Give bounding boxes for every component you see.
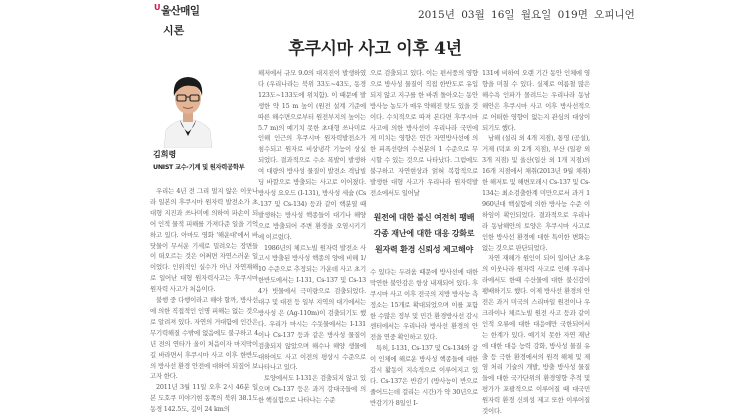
author-name: 김희령 xyxy=(153,150,177,159)
paragraph: 토양에서도 I-131은 검출되지 않고 있으며 Cs-137 등은 과거 강대국들에 의한 핵실험으로 나타나는 수준 xyxy=(258,374,366,405)
author-portrait-icon xyxy=(158,66,218,148)
pull-quote-subheading xyxy=(370,209,478,257)
paragraph: 131에 비하여 오랜 기간 동안 인체에 영향을 미칠 수 있다. 실제로 여름철 많은 해수욕 인파가 몰려드는 우리나라 동남해안은 후쿠시마 사고 이후 방사선적으로 어떠한 영향이 없는지 관심의 대상이 되기도 했다. xyxy=(482,69,590,132)
paragraph: 우리는 4년 전 그리 멀지 않은 이웃나라 일본의 후쿠시마 원자력 발전소가 초대형 지진과 쓰나미에 의하여 파손이 되어 인적 물적 피해를 가져다준 일을 기억하고 있다. 아마도 영화 '해운대'에서 바닷물이 무서운 기세로 밀려오는 장면들이 떠오르는 것은 어쩌면 자연스러운 일이었다. 인위적인 실수가 아닌 자연재해로 일어난 대형 원자력사고는 후쿠시마 원자력 사고가 처음이다. xyxy=(150,187,258,294)
subheading-line: 각종 재난에 대한 대응 강화로 xyxy=(373,227,475,238)
paragraph: 해저에서 규모 9.0의 대지진이 발생하였다 (우리나라는 북위 33도~43도, 동경 123도~133도에 위치함). 이 때문에 발생한 약 15 m 높이 (원전 설계 기준에 따른 해수면으로부터 원전부지의 높이는 5.7 m)의 예기치 못한 초대형 쓰나미로 인해 인근의 후쿠시마 원자력발전소가 침수되고 원자로 비상냉각 기능이 상실되었다. 결과적으로 수소 폭발이 발생하여 대량의 방사성 물질이 발전소 격납빌딩 바깥으로 방출되는 사고로 이어졌다. 방사성 요오드 (I-131), 방사성 세슘 (Cs-137 및 Cs-134) 등과 같이 핵분열 때 발생하는 방사성 핵종들이 대기나 해양으로 방출되어 주변 환경을 오염시키기에 이르렀다. xyxy=(258,69,366,241)
dateline: 2015년 03월 16일 월요일 019면 오피니언 xyxy=(418,9,635,21)
author-byline xyxy=(153,149,244,171)
article-column-4 xyxy=(482,68,590,417)
paragraph: 1986년의 체르노빌 원자력 발전소 사고시 방출된 방사성 핵종의 양에 비해 1/10 수준으로 추정되는 가운데 사고 초기 한반도에서는 I-131, Cs-137 및 Cs-134가 빗물에서 극미량으로 검출되었다. 대구 및 대전 등 일부 지역의 대기에서는 방사성 은 (Ag-110m)이 검출되기도 했다. 우리가 마시는 수돗물에서는 I-131이나 Cs-137 등과 같은 방사성 물질이 검출되지 않았으며 해수나 해양 생물에 대하여도 사고 이전의 평상시 수준으로 나타나고 있다. xyxy=(258,243,366,372)
paragraph: 자연 재해가 원인이 되어 일어난 초유의 이웃나라 원자력 사고로 인해 우리나라에서도 한때 수산물에 대한 불신감이 팽배하기도 했다. 이제 방사선 환경의 안전은 과거 미국의 스리마일 원전이나 우크라이나 체르노빌 원전 사고 등과 같이 인적 오류에 대한 대응에만 국한되어서는 한계가 있다. 예기치 못한 자연 재난에 대한 대응 능력 강화, 방사성 물질 유출 등 극한 환경에서의 원격 해체 및 제염 처리 기술의 개발, 방출 방사성 물질들에 대한 국가단위의 환경영향 추적 및 평가가 포괄적으로 이루어질 때 대국민 원자력 환경 신뢰성 제고 또한 이루어질 것이다. xyxy=(482,254,590,416)
article-column-1 xyxy=(150,186,258,415)
paragraph: 불행 중 다행이라고 해야 할까, 방사선에 의한 직접적인 인명 피해는 없는 것으로 알려져 있다. 자연의 거대함에 인간은 무기력해질 수밖에 없음에도 불구하고 4년 전의 연타가 올이 처음이자 마지막이길 바라면서 후쿠시마 사고 이후 한반도의 방사선 환경 안전에 대하여 되짚어 보고자 한다. xyxy=(150,296,258,381)
newspaper-logo xyxy=(154,3,200,18)
paragraph: 남해 (설리 외 4개 지점), 통영 (공설), 거제 (덕포 외 2개 지점), 부산 (일광 외 3개 지점) 및 울산(일산 외 1개 지점)의 16개 지점에서 채취(2013년 9월 채취)한 해저토 및 해변모래시 Cs-137 및 Cs-134는 최소검출한계 미만으로서 과거 1960년대 핵실험에 의한 방사능 수준 이하임이 확인되었다. 결과적으로 우리나라 동남해안의 토양은 후쿠시마 사고로 인한 방사선 환경에 대한 특이한 변화는 없는 것으로 판단되었다. xyxy=(482,134,590,252)
subheading-line: 원자력 환경 신뢰성 제고해야 xyxy=(374,243,474,254)
article-column-2 xyxy=(258,68,366,406)
article-column-3 xyxy=(370,68,478,409)
paragraph: 으로 검출되고 있다. 이는 편서풍의 영향으로 방사성 물질이 직접 한반도로 유입되지 않고 지구를 한 바퀴 돌아오는 동안 방사능 농도가 매우 약해진 탓도 있을 것이다. 수치적으로 따져 본다면 후쿠시마 사고에 의한 방사선이 우리나라 국민에게 미치는 영향은 연간 자연방사선에 의한 피폭선량의 수천분의 1 수준으로 무시할 수 있는 것으로 나타났다. 그럼에도 불구하고 자연현상과 얽혀 복합적으로 발생한 대형 사고가 우리나라 원자력발전소에서도 일어날 xyxy=(370,69,478,197)
author-photo xyxy=(158,66,218,148)
paper-name: 울산매일 xyxy=(161,5,200,17)
article-headline: 후쿠시마 사고 이후 4년 xyxy=(288,39,462,59)
author-affiliation: UNIST 교수·기계 및 원자력공학부 xyxy=(153,164,245,171)
paragraph: 2011년 3월 11일 오후 2시 46분 일본 도호쿠 미야기현 동쪽의 북위 38.1도 동경 142.5도, 깊이 24 km의 xyxy=(150,383,258,414)
subheading-line: 원전에 대한 불신 여전히 팽배 xyxy=(373,211,475,222)
paragraph: 특히, I-131, Cs-137 및 Cs-134와 같이 인체에 해로운 방사성 핵종들에 대한 감시 활동이 지속적으로 이루어지고 있다. Cs-137은 반감기 (방사능이 반으로 줄어드는데 걸리는 시간)가 약 30년으로 반감기가 8일인 I- xyxy=(370,344,478,407)
section-label: 시론 xyxy=(163,24,185,37)
logo-mark-icon: U xyxy=(154,3,160,12)
paragraph: 수 있다는 두려움 때문에 방사선에 대한 막연한 불안감은 항상 내재되어 있다. 후쿠시마 사고 이후 전국의 지방 방사능 측정소는 15개로 확대되었으며 이를 포함한 수많은 정부 및 민간 환경방사선 감시 센터에서는 우리나라 방사선 환경의 안전을 연중 확인하고 있다. xyxy=(370,267,478,342)
